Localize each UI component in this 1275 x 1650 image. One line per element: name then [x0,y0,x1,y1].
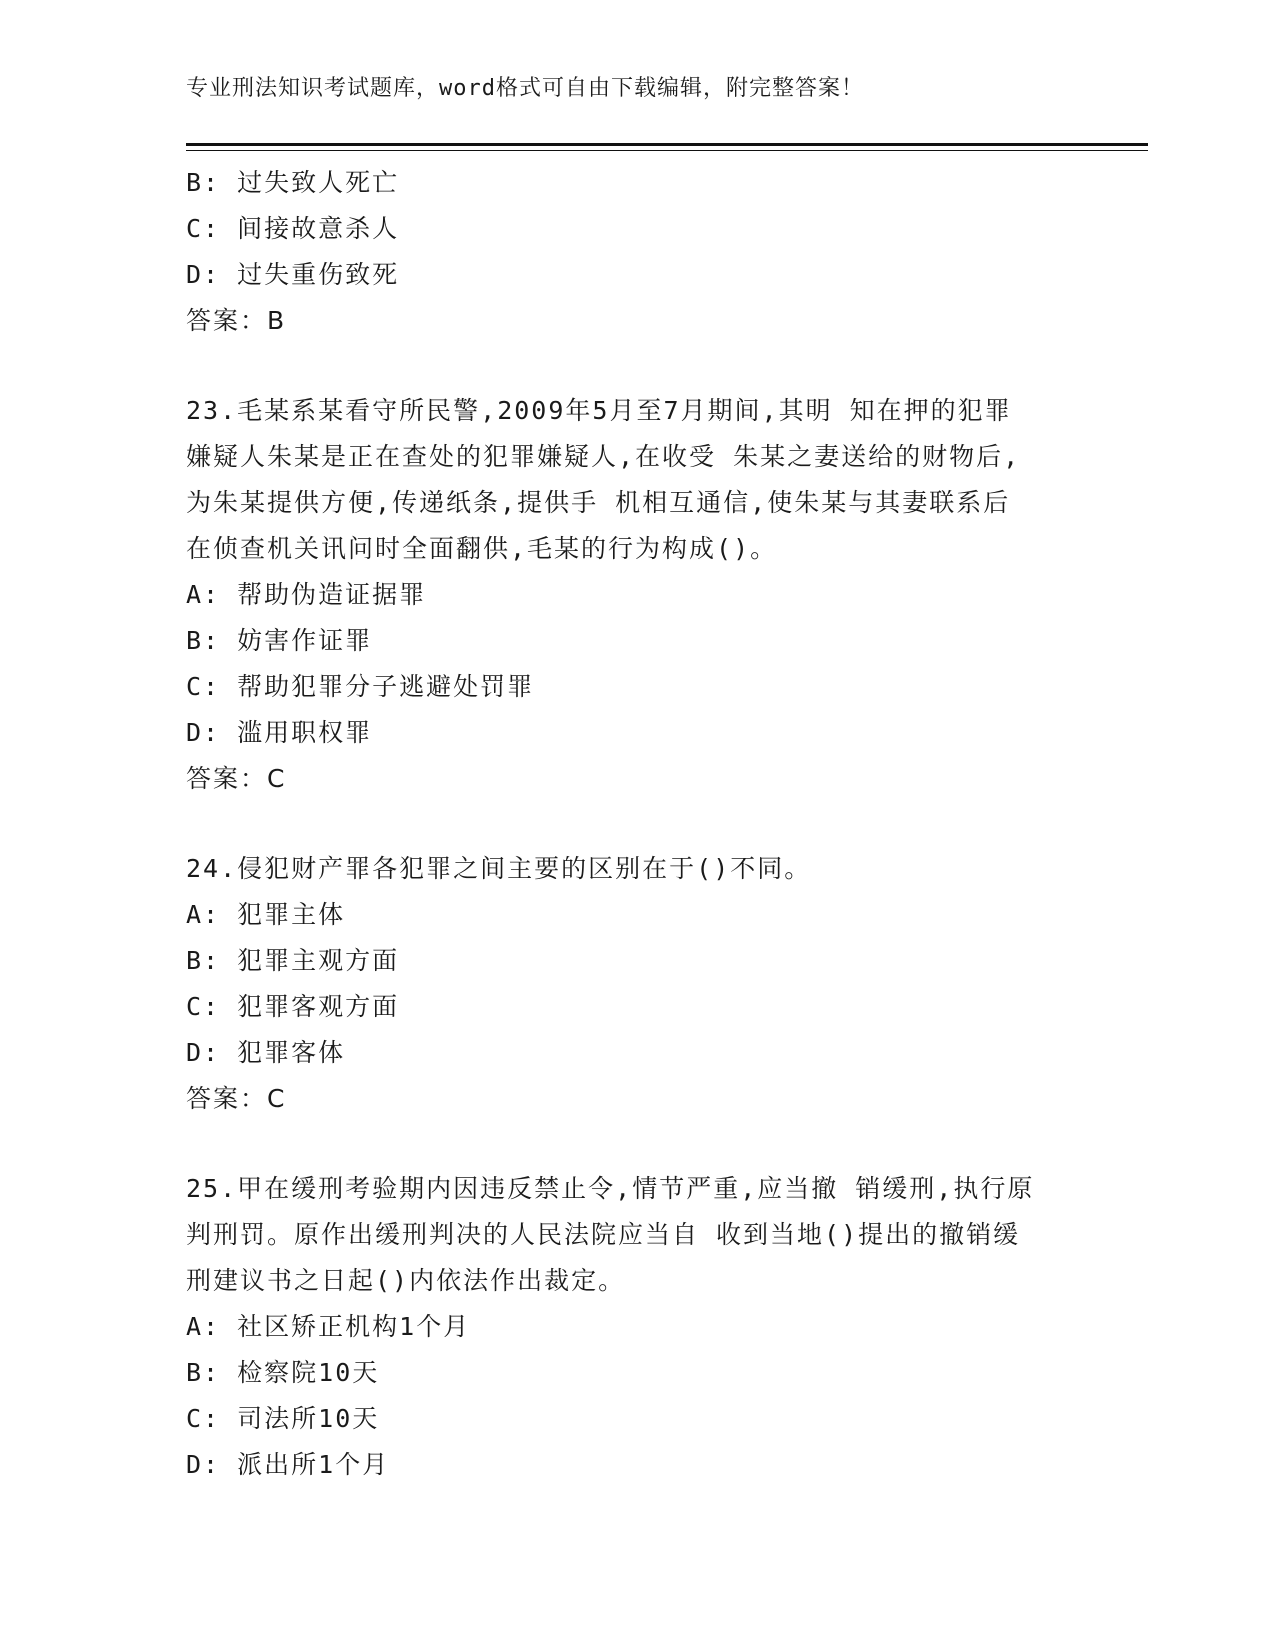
stem-line: 嫌疑人朱某是正在查处的犯罪嫌疑人,在收受 朱某之妻送给的财物后, [186,442,1021,471]
stem-line: 判刑罚。原作出缓刑判决的人民法院应当自 收到当地()提出的撤销缓 [186,1220,1021,1249]
stem-line: 在侦查机关讯问时全面翻供,毛某的行为构成()。 [186,534,778,563]
document-body [186,160,1086,1488]
answer-line: 答案：C [186,764,287,793]
option-b: B: 妨害作证罪 [186,626,373,655]
option-c: C: 间接故意杀人 [186,214,400,243]
stem-line: 23.毛某系某看守所民警,2009年5月至7月期间,其明 知在押的犯罪 [186,396,1012,425]
question-stem [186,1166,1086,1304]
question-stem [186,846,1086,892]
option-a: A: 犯罪主体 [186,900,346,929]
header-rule-thin [186,150,1148,151]
answer-line: 答案：C [186,1084,287,1113]
option-d: D: 派出所1个月 [186,1450,390,1479]
header-rule-thick [186,143,1148,146]
option-d: D: 犯罪客体 [186,1038,346,1067]
option-b: B: 过失致人死亡 [186,168,400,197]
answer-line: 答案：B [186,306,287,335]
option-c: C: 犯罪客观方面 [186,992,400,1021]
stem-line: 24.侵犯财产罪各犯罪之间主要的区别在于()不同。 [186,854,812,883]
question-25 [186,1166,1086,1488]
option-a: A: 帮助伪造证据罪 [186,580,427,609]
stem-line: 刑建议书之日起()内依法作出裁定。 [186,1266,626,1295]
option-c: C: 帮助犯罪分子逃避处罚罪 [186,672,535,701]
option-d: D: 滥用职权罪 [186,718,373,747]
previous-question-tail [186,160,1086,344]
option-c: C: 司法所10天 [186,1404,380,1433]
question-stem [186,388,1086,572]
option-b: B: 犯罪主观方面 [186,946,400,975]
option-d: D: 过失重伤致死 [186,260,400,289]
option-a: A: 社区矫正机构1个月 [186,1312,471,1341]
question-23 [186,388,1086,802]
question-24 [186,846,1086,1122]
page-header: 专业刑法知识考试题库，word格式可自由下载编辑，附完整答案！ [186,76,864,101]
stem-line: 25.甲在缓刑考验期内因违反禁止令,情节严重,应当撤 销缓刑,执行原 [186,1174,1035,1203]
option-b: B: 检察院10天 [186,1358,380,1387]
stem-line: 为朱某提供方便,传递纸条,提供手 机相互通信,使朱某与其妻联系后 [186,488,1011,517]
